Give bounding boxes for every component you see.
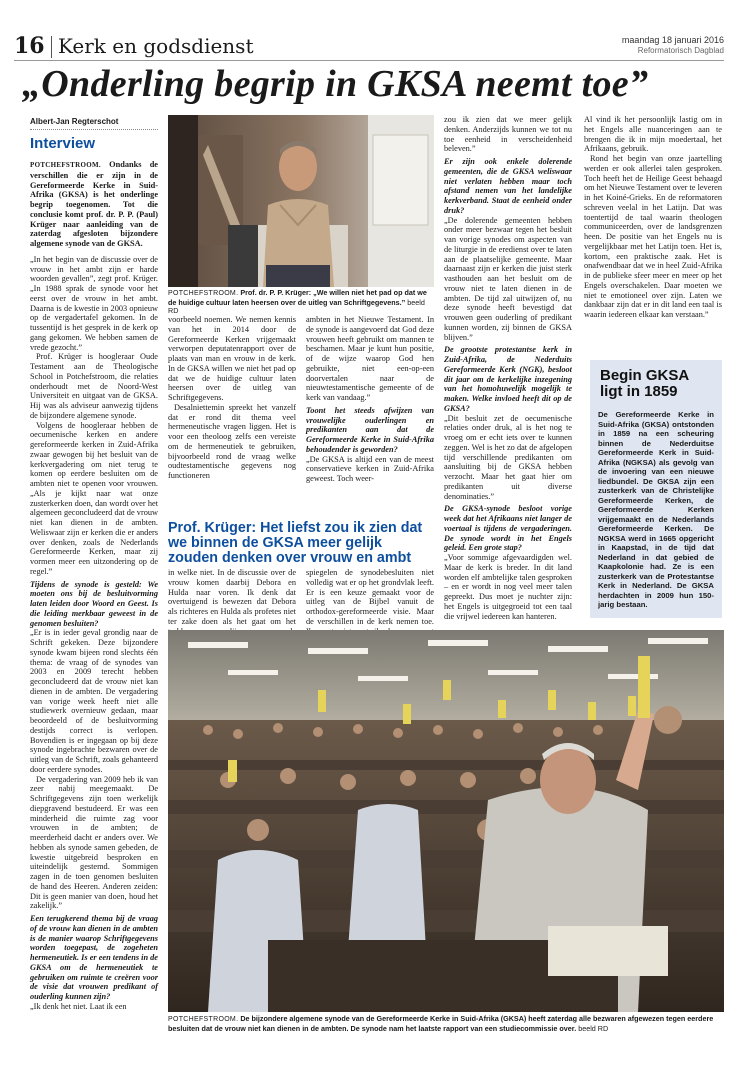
divider <box>30 129 158 130</box>
paragraph: De vergadering van 2009 heb ik van zeer nabij meegemaakt. De Schriftgegevens zijn toen werkelijk diepgravend bestudeerd. Er was een minderheid die ruimte zag voor vrouwen in de ambten; de meerderheid dacht er anders over. We hebben als synode samen gebeden, de kwestie uitgebreid besproken en uiteindelijk gestemd. Sommigen zagen in de toen genomen besluiten de hand des Heeren. Anderen zeiden: Dit is geen manier van doen, houd het zakelijk.” <box>30 774 158 911</box>
newspaper-name: Reformatorisch Dagblad <box>637 46 724 55</box>
rubric-label: Interview <box>30 135 96 152</box>
column-3 <box>306 315 434 515</box>
question: Er zijn ook enkele dolerende gemeenten, die de GKSA weliswaar niet verlaten hebben maar toch afstand nemen van het landelijke kerkverband. Staat de eenheid onder druk? <box>444 157 572 215</box>
page-number: 16 <box>14 33 45 59</box>
synod-photo <box>168 630 724 1012</box>
question: De grootste protestantse kerk in Zuid-Afrika, de Nederduits Gereformeerde Kerk (NGK), besloot dit jaar om de kerkelijke inzegening van het homohuwelijk mogelijk te maken. Welke invloed heeft dit op de GKSA? <box>444 345 572 413</box>
pull-quote: Prof. Krüger: Het liefst zou ik zien dat we binnen de GKSA meer gelijk zouden denken over vrouw en ambt <box>168 520 423 567</box>
paragraph: „De dolerende gemeenten hebben onder meer bezwaar tegen het besluit van vorige synodes om aspecten van de liturgie in de eredienst over te laten aan de plaatselijke gemeente. Maar daarnaast zijn er kerken die juist sterk vasthouden aan het besluit om de vrouw niet te laten dienen in de ambten. De tijd zal uitwijzen of, nu deze synode heeft bevestigd dat vrouwen geen ouderling of predikant kunnen worden, zij binnen de GKSA blijven.” <box>444 215 572 342</box>
paragraph: in welke niet. In de discussie over de vrouw komen daarbij Debora en Hulda naar voren. Ik denk dat overtuigend is bewezen dat Debora als richteres en Hulda als profetes niet ter zake doen als het gaat om het <box>168 568 296 626</box>
portrait-illustration <box>168 115 434 287</box>
header-rule <box>14 60 724 61</box>
author: Albert-Jan Regterschot <box>30 117 119 126</box>
paragraph: Rond het begin van onze jaartelling werden er ook allerlei talen gesproken. Toch heeft het de Heilige Geest behaagd om het Nieuwe Testament over te leveren in het Koiné-Grieks. En de reformatoren schreven veelal in het Latijn. Dat was toentertijd de taal waarin theologen communiceerden, over de landsgrenzen heen. De positie van het Engels nu is vergelijkbaar met het Latijn toen. Het is, kortom, een praktische zaak. Het is onafwendbaar dat we in heel Zuid-Afrika in de publieke sfeer meer en meer op het Engels overschakelen. Daar moeten we niet te emotioneel over zijn. Laten we dankbaar zijn dat er in dit land een taal is waarin iedereen elkaar kan verstaan.” <box>584 154 722 319</box>
paragraph: „Ik denk het niet. Laat ik een <box>30 1001 127 1011</box>
column-2-continued <box>168 568 296 626</box>
synod-illustration <box>168 630 724 1012</box>
paragraph: „In het begin van de discussie over de vrouw in het ambt zijn er harde woorden gevallen”, zegt prof. Krüger. „In 1988 sprak de synode voor het eerst over de vrouw in het ambt. Daarna is de kwestie in 2003 opnieuw op de vergadertafel gekomen. In de tussentijd is het gesprek in de kerk op gang gekomen. We hebben samen de vrede gezocht.” <box>30 254 158 352</box>
photo-caption-2: POTCHEFSTROOM. De bijzondere algemene synode van de Gereformeerde Kerke in Suid-Afrika (GKSA) heeft zaterdag alle bezwaren afgewezen tegen eerdere besluiten dat de vrouw niet kan dienen in de ambten. De synode nam het laatste rapport van een studiecommissie over. beeld RD <box>168 1014 714 1033</box>
paragraph: „Voor sommige afgevaardigden wel. Maar de kerk is breder. In dit land worden elf ambtelijke talen gesproken – en er wordt in nog veel meer talen gepreekt. Dus moet je nuchter zijn: het Engels is uitgegroeid tot een taal die vrijwel iedereen kan hanteren. <box>444 553 572 621</box>
paragraph: spiegelen de synodebesluiten niet volledig wat er op het grondvlak leeft. Er is een keuze gemaakt voor de uitleg van de Bijbel vanuit de orthodox-gereformeerde visie. Maar de verschillen in de kerk nemen toe. <box>306 568 434 626</box>
paragraph: Volgens de hoogleraar hebben de oecumenische kerken en andere gereformeerde kerken in Zuid-Afrika zwaar gewogen bij het besluit van de kerkvergadering om niet terug te komen op eerdere besluiten om de ambten niet te openen voor vrouwen. „Als je kijkt naar wat onze zusterkerken doen, dan wordt over het algemeen geconcludeerd dat de vrouw niet kan dienen in de ambten. Weliswaar zijn er kerken die er anders over denken, zoals de Nederlands Gereformeerde Kerken, maar zij vormen meer een uitzondering op de regel.” <box>30 420 158 576</box>
paragraph: „De GKSA is altijd een van de meest conservatieve kerken in Zuid-Afrika geweest. Toch weer- <box>306 454 434 483</box>
question: Toont het steeds afwijzen van vrouwelijke ouderlingen en predikanten aan dat de Gereformeerde Kerke in Suid-Afrika behoudender is geworden? <box>306 405 434 454</box>
section-title: Kerk en godsdienst <box>58 34 254 58</box>
column-2 <box>168 315 296 515</box>
headline: „Onderling begrip in GKSA neemt toe” <box>22 63 649 105</box>
paragraph: Prof. Krüger is hoogleraar Oude Testament aan de Theologische School in Potchefstroom, die relaties onderhoudt met de Noord-West Universiteit en uitgaat van de GKSA. Hij was als adviseur aanwezig tijdens de bijzondere algemene synode. <box>30 352 158 420</box>
column-5 <box>584 115 722 355</box>
paragraph: voorbeeld noemen. We nemen kennis van het in 2014 door de Gereformeerde Kerken vrijgemaakt verworpen deputatenrapport over de plaats van man en vrouw in de kerk. In de GKSA willen we niet het pad op dat we de huidige cultuur laten heersen over de uitleg van Schriftgegevens. <box>168 315 296 402</box>
paragraph: zou ik zien dat we meer gelijk denken. Anderzijds kunnen we tot nu toe eenheid in verscheidenheid beleven.” <box>444 115 572 154</box>
lead-paragraph: POTCHEFSTROOM. Ondanks de verschillen die er zijn in de Gereformeerde Kerke in Suid-Afrika (GKSA) is het onderlinge begrip toegenomen. Tot die conclusie komt prof. dr. P. P. (Paul) Krüger naar aanleiding van de zaterdag afgesloten bijzondere algemene synode van de GKSA. <box>30 160 158 248</box>
photo-caption-1: POTCHEFSTROOM. Prof. dr. P. P. Krüger: „We willen niet het pad op dat we de huidige cultuur laten heersen over de uitleg van Schriftgegevens.” beeld RD <box>168 288 427 316</box>
paragraph: Al vind ik het persoonlijk lastig om in het Engels alle nuanceringen aan te brengen die ik in mijn moedertaal, het Afrikaans, gebruik. <box>584 115 722 154</box>
column-3-continued <box>306 568 434 626</box>
question: De GKSA-synode besloot vorige week dat het Afrikaans niet langer de voertaal is tijdens de vergaderingen. De synode wordt in het Engels geleid. Een grote stap? <box>444 504 572 553</box>
info-box-title: Begin GKSA ligt in 1859 <box>600 367 689 400</box>
question: Een terugkerend thema bij de vraag of de vrouw kan dienen in de ambten is de manier waarop Schriftgegevens worden toegepast, de zogeheten hermeneutiek. Is er een tendens in de GKSA om de hermeneutiek te gebruiken om ruimte te creëren voor de visie dat vrouwen predikant of ouderling kunnen zijn? <box>30 914 158 1001</box>
column-1 <box>30 160 158 1028</box>
paragraph: „Er is in ieder geval grondig naar de Schrift gekeken. Deze bijzondere synode kwam bijeen rond slechts één thema: de vraag of de synodes van 2003 en 2009 terecht hebben geconcludeerd dat de vrouw niet kan dienen in de ambten. De vergadering van vorige week heeft niet alle studiewerk overnieuw gedaan, maar beoordeeld of de besluitvorming destijds correct is verlopen. Bovendien is er ingegaan op bij deze synode ingebrachte bezwaren over de uitleg van de Schrift, zoals gehanteerd door eerdere synodes. <box>30 628 158 774</box>
paragraph: ambten in het Nieuwe Testament. In de synode is aangevoerd dat God deze vrouwen heeft gebruikt om mannen te beschamen. Maar je kunt hun positie, of de wijze waarop God hen gebruikte, niet een-op-een doorvertalen naar de nieuwtestamentische gemeente of de kerk van vandaag.” <box>306 315 434 402</box>
paragraph: Desalniettemin spreekt het vanzelf dat er rond dit thema veel hermeneutische vragen liggen. Het is voor een theoloog zelfs een vereiste om de hermeneutiek te gebruiken, bijvoorbeeld rond de vraag welke oudtestamentische gegevens nog functioneren <box>168 402 296 480</box>
info-box-body: De Gereformeerde Kerke in Suid-Afrika (GKSA) ontstonden in 1859 na een scheuring binnen de Nederduitse Gereformeerde Kerk in Suid-Afrika (NGKSA) als gevolg van de invoering van een nieuwe liedbundel. De GKSA zijn een zusterkerk van de Christelijke Gereformeerde Kerken, de Gereformeerde Kerken vrijgemaakt en de Nederlands Gereformeerde Kerken. De NGKSA werd in 1665 opgericht in Kaapstad, in de tijd dat Nederland in dat gebied de Kaapkolonie had. Ze is een zusterkerk van de Protestantse Kerk in Nederland. De GKSA herdachten in 2009 hun 150-jarig bestaan. <box>598 410 714 609</box>
header-separator <box>51 36 52 58</box>
question: Tijdens de synode is gesteld: We moeten ons bij de besluitvorming laten leiden door Woord en Geest. Is die leiding merkbaar geweest in de genomen besluiten? <box>30 579 158 628</box>
info-box <box>590 360 722 618</box>
paragraph: „Dit besluit zet de oecumenische relaties onder druk, al is het nog te vroeg om er echt iets over te kunnen zeggen. Wel is het zo dat de afgelopen tijd verschillende predikanten om aansluiting bij de GKSA hebben verzocht. Maar het gaat hier om predikanten uit diverse denominaties.” <box>444 413 572 501</box>
column-4 <box>444 115 572 627</box>
issue-date: maandag 18 januari 2016 <box>621 35 724 45</box>
portrait-photo <box>168 115 434 287</box>
